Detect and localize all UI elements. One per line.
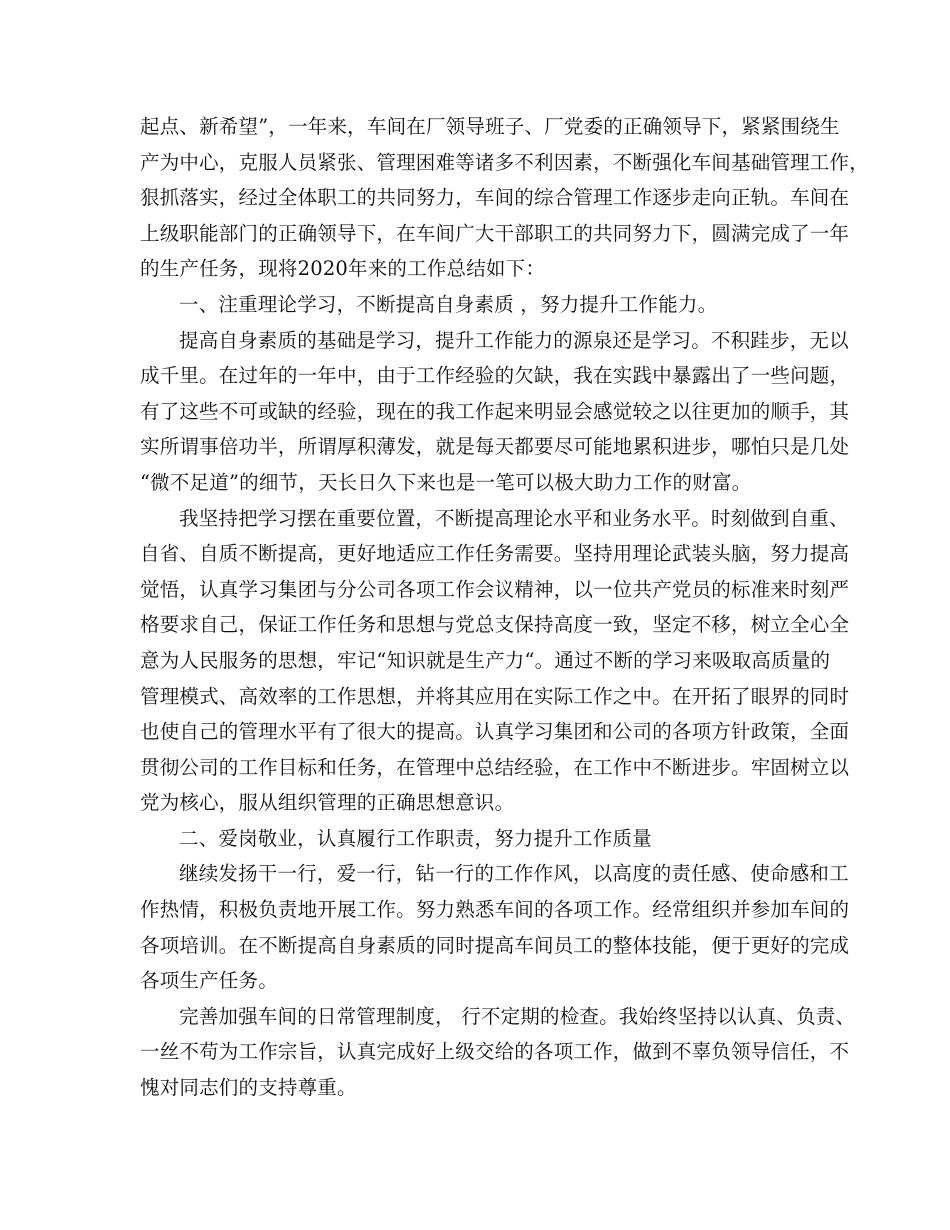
text-line: 成千里。在过年的一年中，由于工作经验的欠缺，我在实践中暴露出了一些问题， [140,364,850,388]
text-line: 上级职能部门的正确领导下，在车间广大干部职工的共同努力下，圆满完成了一年 [140,221,850,245]
text-line: 产为中心，克服人员紧张、管理困难等诸多不利因素，不断强化车间基础管理工作， [140,150,869,174]
text-line: “微不足道”的细节，天长日久下来也是一笔可以极大助力工作的财富。 [140,470,752,494]
heading-line: 二、爱岗敬业，认真履行工作职责，努力提升工作质量 [179,826,652,850]
text-line: 我坚持把学习摆在重要位置，不断提高理论水平和业务水平。时刻做到自重、 [179,506,849,530]
text-line: 实所谓事倍功半，所谓厚积薄发，就是每天都要尽可能地累积进步，哪怕只是几处 [140,435,850,459]
heading-line: 一、注重理论学习，不断提高自身素质 ，努力提升工作能力。 [179,292,718,316]
text-line: 意为人民服务的思想，牢记“知识就是生产力“。通过不断的学习来吸取高质量的 [140,648,831,672]
text-line: 继续发扬干一行，爱一行，钻一行的工作作风，以高度的责任感、使命感和工 [179,862,849,886]
text-line: 觉悟，认真学习集团与分公司各项工作会议精神，以一位共产党员的标准来时刻严 [140,577,850,601]
text-line: 完善加强车间的日常管理制度， 行不定期的检查。我始终坚持以认真、负责、 [179,1004,856,1028]
text-line: 贯彻公司的工作目标和任务，在管理中总结经验，在工作中不断进步。牢固树立以 [140,755,850,779]
text-line: 各项生产任务。 [140,969,278,993]
text-line: 党为核心，服从组织管理的正确思想意识。 [140,791,515,815]
text-line: 也使自己的管理水平有了很大的提高。认真学习集团和公司的各项方针政策，全面 [140,720,850,744]
section-heading-2 [140,821,820,857]
text-line: 一丝不苟为工作宗旨，认真完成好上级交给的各项工作，做到不辜负领导信任，不 [140,1040,850,1064]
document-body [140,109,869,1106]
paragraph-management-system [140,999,856,1106]
text-line: 自省、自质不断提高，更好地适应工作任务需要。坚持用理论武装头脑，努力提高 [140,542,850,566]
section-heading-1 [140,287,820,323]
text-line: 愧对同志们的支持尊重。 [140,1076,357,1100]
text-line: 的生产任务，现将2020年来的工作总结如下： [140,257,546,281]
text-line: 管理模式、高效率的工作思想，并将其应用在实际工作之中。在开拓了眼界的同时 [140,684,850,708]
paragraph-work-style [140,856,850,998]
paragraph-intro [140,109,869,287]
text-line: 提高自身素质的基础是学习，提升工作能力的源泉还是学习。不积跬步，无以 [179,328,849,352]
text-line: 狠抓落实，经过全体职工的共同努力，车间的综合管理工作逐步走向正轨。车间在 [140,186,850,210]
text-line: 各项培训。在不断提高自身素质的同时提高车间员工的整体技能，便于更好的完成 [140,933,850,957]
text-line: 有了这些不可或缺的经验，现在的我工作起来明显会感觉较之以往更加的顺手，其 [140,399,850,423]
text-line: 作热情，积极负责地开展工作。努力熟悉车间的各项工作。经常组织并参加车间的 [140,898,850,922]
text-line: 起点、新希望”，一年来，车间在厂领导班子、厂党委的正确领导下，紧紧围绕生 [140,115,840,138]
paragraph-study-priority [140,501,850,821]
text-line: 格要求自己，保证工作任务和思想与党总支保持高度一致，坚定不移，树立全心全 [140,613,850,637]
paragraph-learning-basis [140,323,850,501]
